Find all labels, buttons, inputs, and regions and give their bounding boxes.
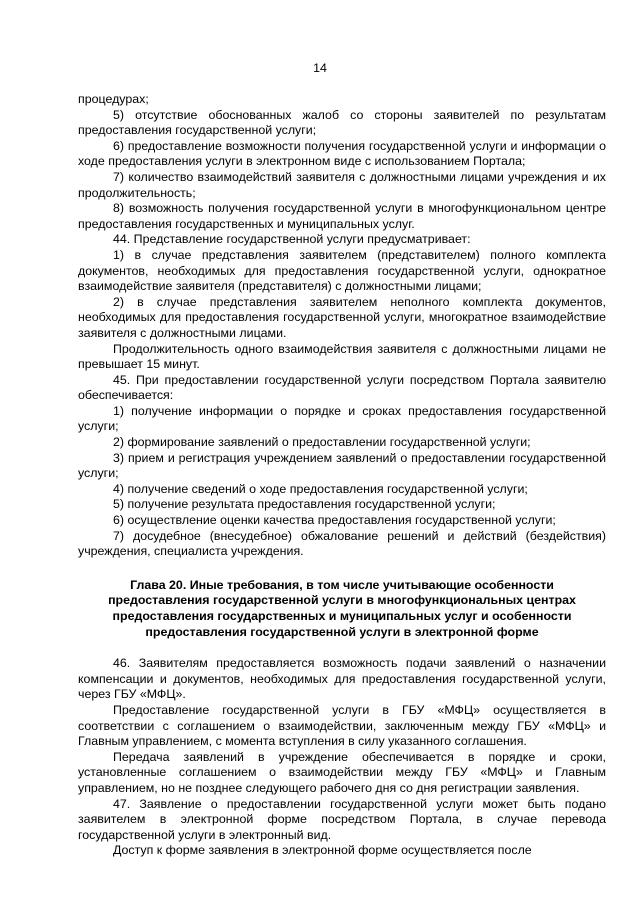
paragraph: 1) получение информации о порядке и сроках предоставления государственной услуги; <box>78 403 606 434</box>
paragraph: 5) получение результата предоставления государственной услуги; <box>113 497 496 512</box>
paragraph: 6) предоставление возможности получения государственной услуги и информации о ходе предоставления услуги в электронном виде с использованием Портала; <box>78 138 606 169</box>
paragraphs-before-heading <box>78 92 606 560</box>
document-body <box>78 92 606 859</box>
paragraph: 45. При предоставлении государственной услуги посредством Портала заявителю обеспечивается: <box>78 372 606 403</box>
paragraph: 47. Заявление о предоставлении государственной услуги может быть подано заявителем в электронной форме посредством Портала, в случае перевода государственной услуги в электронный вид. <box>78 796 606 842</box>
paragraph: 6) осуществление оценки качества предоставления государственной услуги; <box>113 513 556 528</box>
paragraph: 1) в случае представления заявителем (представителем) полного комплекта документов, необходимых для предоставления государственной услуги, однократное взаимодействие заявителя (представителя) с должностными лицами; <box>78 247 606 294</box>
chapter-heading-line: предоставления государственной услуги в электронной форме <box>145 624 539 639</box>
paragraph: Предоставление государственной услуги в ГБУ «МФЦ» осуществляется в соответствии с соглашением о взаимодействии, заключенным между ГБУ «МФЦ» и Главным управлением, с момента вступления в силу указанного соглашения. <box>78 702 606 749</box>
paragraph: 4) получение сведений о ходе предоставления государственной услуги; <box>113 481 528 496</box>
page-number: 14 <box>313 61 327 75</box>
paragraph: Доступ к форме заявления в электронной форме осуществляется после <box>113 843 532 858</box>
paragraph: Продолжительность одного взаимодействия заявителя с должностными лицами не превышает 15 минут. <box>78 341 606 372</box>
paragraphs-after-heading <box>78 656 606 859</box>
chapter-heading-line: Глава 20. Иные требования, в том числе учитывающие особенности <box>130 577 554 592</box>
paragraph: 7) количество взаимодействий заявителя с должностными лицами учреждения и их продолжительность; <box>78 169 606 200</box>
chapter-heading-line: предоставления государственных и муниципальных услуг и особенности <box>112 609 572 623</box>
paragraph: 8) возможность получения государственной услуги в многофункциональном центре предоставления государственных и муниципальных услуг. <box>78 201 606 231</box>
paragraph: 2) в случае представления заявителем неполного комплекта документов, необходимых для предоставления государственной услуги, многократное взаимодействие заявителя с должностными лицами. <box>78 294 606 340</box>
paragraph: 3) прием и регистрация учреждением заявлений о предоставлении государственной услуги; <box>78 450 606 481</box>
paragraph: 5) отсутствие обоснованных жалоб со стороны заявителей по результатам предоставления государственной услуги; <box>78 107 606 138</box>
paragraph: 44. Представление государственной услуги предусматривает: <box>113 232 471 247</box>
paragraph: Передача заявлений в учреждение обеспечивается в порядке и сроки, установленные соглашением о взаимодействии между ГБУ «МФЦ» и Главным управлением, но не позднее следующего рабочего дня со дня регистрации заявления. <box>78 749 606 795</box>
paragraph: 7) досудебное (внесудебное) обжалование решений и действий (бездействия) учреждения, специалиста учреждения. <box>78 528 606 559</box>
paragraph: 46. Заявителям предоставляется возможность подачи заявлений о назначении компенсации и документов, необходимых для предоставления государственной услуги, через ГБУ «МФЦ». <box>78 656 606 702</box>
paragraph: 2) формирование заявлений о предоставлении государственной услуги; <box>113 435 531 450</box>
chapter-heading-line: предоставления государственной услуги в многофункциональных центрах <box>108 593 576 608</box>
chapter-heading <box>78 578 606 640</box>
paragraph: процедурах; <box>78 92 149 106</box>
